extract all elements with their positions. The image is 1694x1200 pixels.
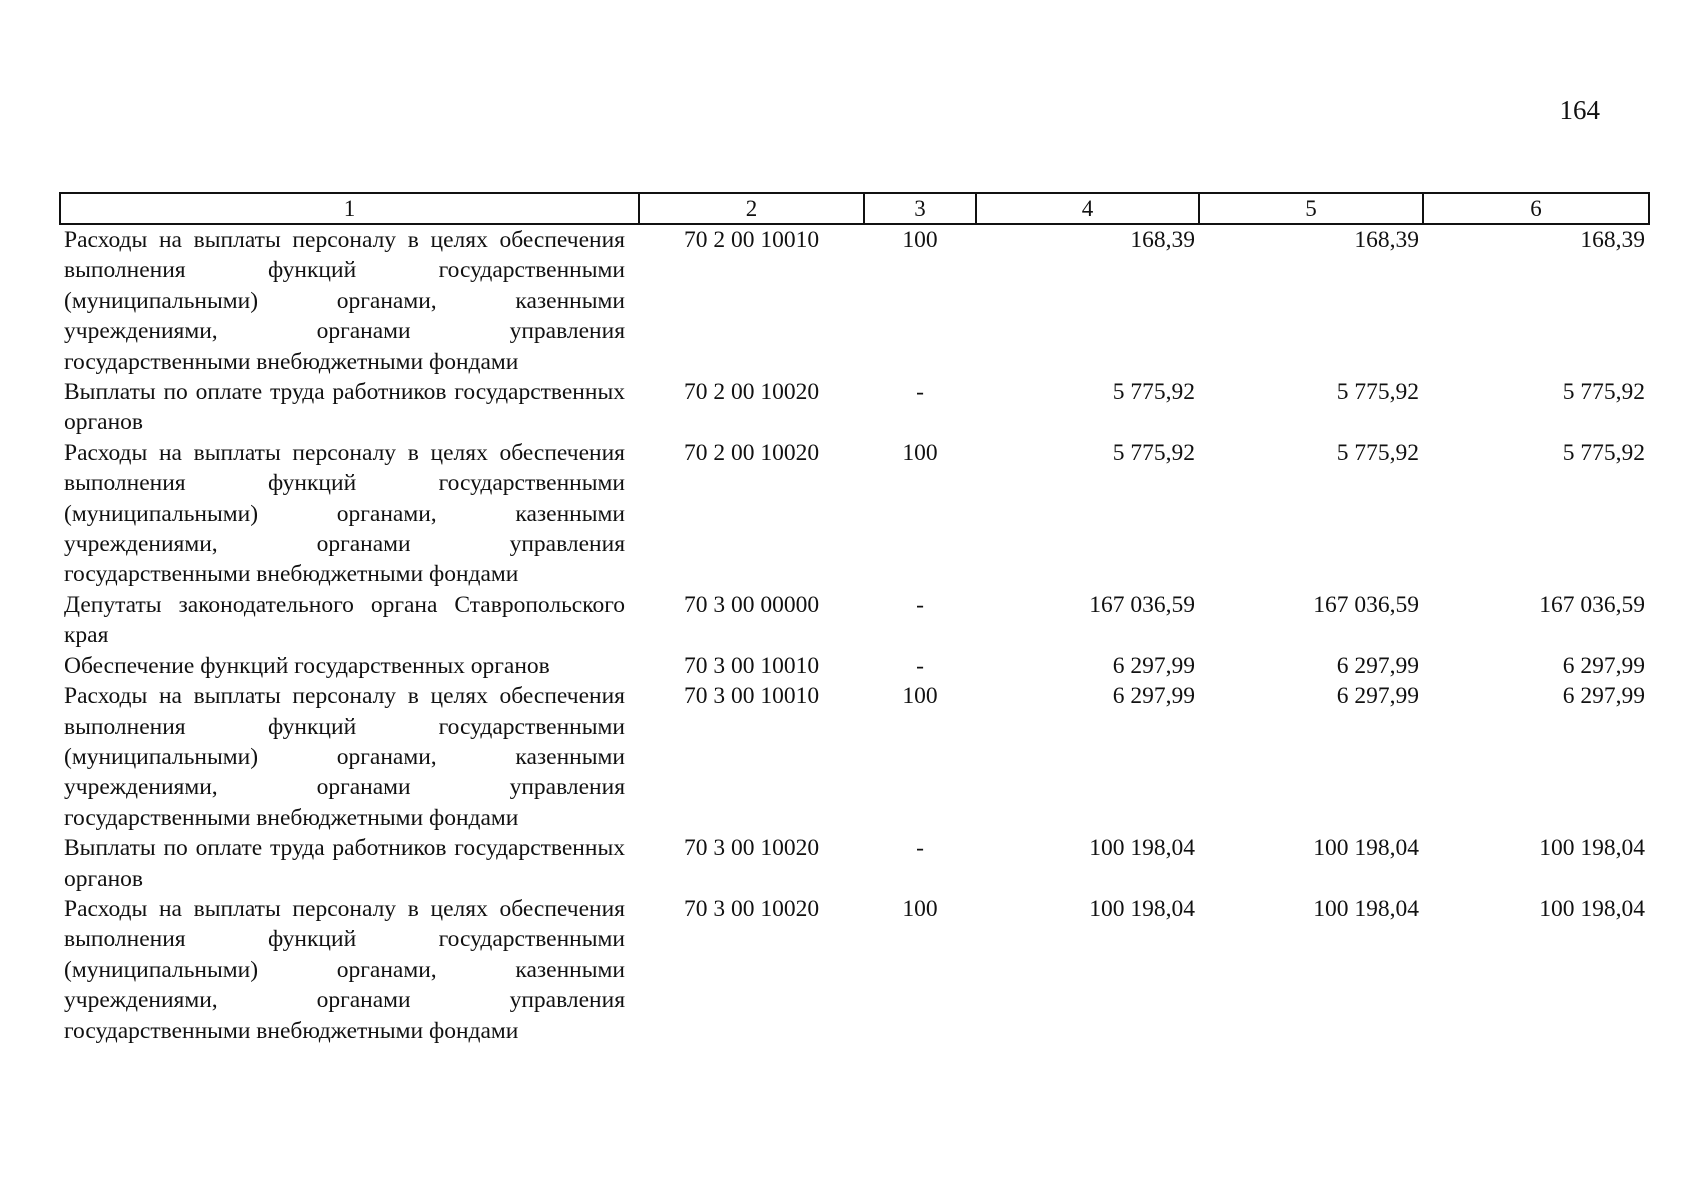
- row-name: Депутаты законодательного органа Ставропольского края: [64, 591, 625, 649]
- row-value-6: 6 297,99: [1562, 652, 1645, 679]
- row-value-4: 5 775,92: [1112, 439, 1195, 466]
- row-expense-type: 100: [902, 439, 938, 466]
- row-value-4: 100 198,04: [1089, 895, 1195, 922]
- row-value-5: 100 198,04: [1313, 835, 1419, 862]
- row-code: 70 2 00 10010: [683, 227, 820, 253]
- row-code: 70 3 00 10020: [683, 895, 820, 922]
- row-value-4: 100 198,04: [1089, 835, 1195, 862]
- row-value-4: 6 297,99: [1112, 652, 1195, 679]
- column-header: 1: [60, 193, 639, 224]
- row-value-4: 167 036,59: [1089, 591, 1195, 618]
- budget-table: [59, 192, 1650, 1046]
- row-expense-type: -: [916, 652, 924, 679]
- row-code: 70 3 00 10010: [683, 652, 820, 679]
- column-header: 2: [639, 193, 864, 224]
- row-value-5: 168,39: [1354, 227, 1419, 253]
- table-row: [60, 590, 1649, 651]
- column-header: 5: [1199, 193, 1423, 224]
- row-value-6: 100 198,04: [1539, 835, 1645, 862]
- row-code: 70 3 00 10010: [683, 683, 820, 710]
- row-value-4: 6 297,99: [1112, 683, 1195, 710]
- row-expense-type: -: [916, 835, 924, 862]
- row-value-4: 168,39: [1130, 227, 1195, 253]
- row-expense-type: -: [916, 379, 924, 406]
- row-name: Расходы на выплаты персоналу в целях обеспечения выполнения функций государственными (муниципальными) органами, казенными учреждениями, органами управления государственными внебюджетными фондами: [64, 895, 625, 1044]
- row-value-6: 167 036,59: [1539, 591, 1645, 618]
- row-expense-type: 100: [902, 227, 938, 253]
- row-value-5: 6 297,99: [1336, 683, 1419, 710]
- row-name: Расходы на выплаты персоналу в целях обеспечения выполнения функций государственными (муниципальными) органами, казенными учреждениями, органами управления государственными внебюджетными фондами: [64, 227, 625, 375]
- row-name: Расходы на выплаты персоналу в целях обеспечения выполнения функций государственными (муниципальными) органами, казенными учреждениями, органами управления государственными внебюджетными фондами: [64, 683, 625, 831]
- row-value-6: 5 775,92: [1562, 379, 1645, 406]
- table-row: [60, 651, 1649, 681]
- table-row: [60, 224, 1649, 377]
- row-code: 70 3 00 00000: [683, 591, 820, 618]
- column-header: 6: [1423, 193, 1649, 224]
- row-value-4: 5 775,92: [1112, 379, 1195, 406]
- row-value-5: 5 775,92: [1336, 439, 1419, 466]
- table-row: [60, 894, 1649, 1046]
- row-value-5: 5 775,92: [1336, 379, 1419, 406]
- row-name: Выплаты по оплате труда работников государственных органов: [64, 835, 625, 892]
- column-header: 4: [976, 193, 1199, 224]
- row-expense-type: 100: [902, 683, 938, 710]
- row-value-6: 5 775,92: [1562, 439, 1645, 466]
- row-name: Расходы на выплаты персоналу в целях обеспечения выполнения функций государственными (муниципальными) органами, казенными учреждениями, органами управления государственными внебюджетными фондами: [64, 439, 625, 588]
- table-header-row: [60, 193, 1649, 224]
- column-header: 3: [864, 193, 976, 224]
- row-name: Обеспечение функций государственных органов: [64, 652, 550, 679]
- row-value-6: 168,39: [1580, 227, 1645, 253]
- row-value-5: 100 198,04: [1313, 895, 1419, 922]
- row-code: 70 2 00 10020: [683, 439, 820, 466]
- row-value-5: 167 036,59: [1313, 591, 1419, 618]
- row-value-6: 6 297,99: [1562, 683, 1645, 710]
- table-row: [60, 438, 1649, 590]
- table-row: [60, 681, 1649, 833]
- page-number: 164: [1559, 95, 1600, 125]
- row-expense-type: 100: [902, 895, 938, 922]
- row-value-5: 6 297,99: [1336, 652, 1419, 679]
- row-code: 70 3 00 10020: [683, 835, 820, 862]
- table-row: [60, 377, 1649, 438]
- row-expense-type: -: [916, 591, 924, 618]
- row-value-6: 100 198,04: [1539, 895, 1645, 922]
- table-row: [60, 833, 1649, 894]
- row-name: Выплаты по оплате труда работников государственных органов: [64, 379, 625, 436]
- row-code: 70 2 00 10020: [683, 379, 820, 406]
